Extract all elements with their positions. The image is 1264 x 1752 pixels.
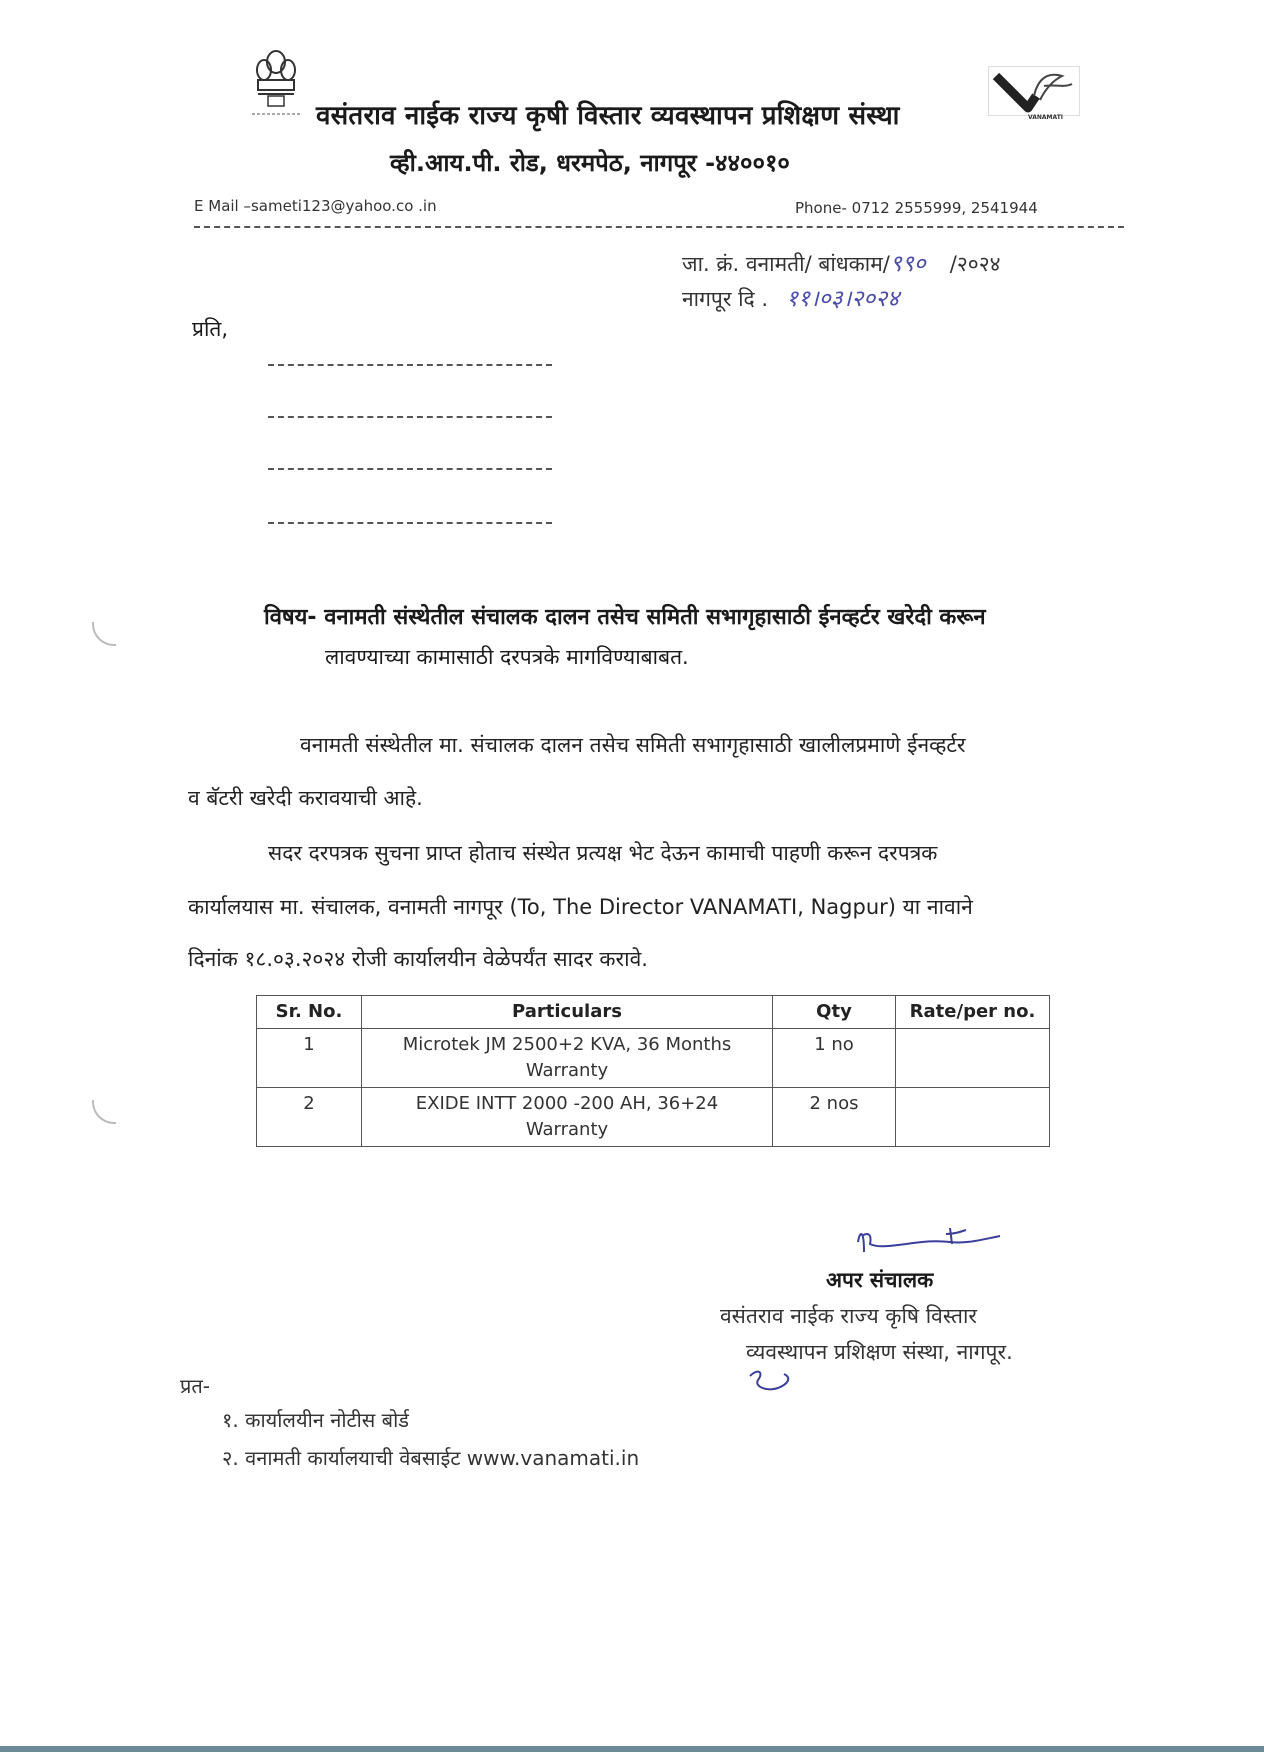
- subject-line: विषय- वनामती संस्थेतील संचालक दालन तसेच समिती सभागृहासाठी ईनव्हर्टर खरेदी करून: [264, 605, 986, 630]
- recipient-line: [268, 364, 552, 366]
- recipient-label: प्रति,: [192, 317, 229, 341]
- body-paragraph-2-cont: कार्यालयास मा. संचालक, वनामती नागपूर (To, The Director VANAMATI, Nagpur) या नावाने: [188, 895, 973, 919]
- signatory-org-cont: व्यवस्थापन प्रशिक्षण संस्था, नागपूर.: [746, 1340, 1013, 1364]
- office-address: व्ही.आय.पी. रोड, धरमपेठ, नागपूर -४४००१०: [390, 149, 790, 177]
- subject-line-continued: लावण्याच्या कामासाठी दरपत्रके मागविण्याबाबत.: [325, 645, 689, 669]
- sr-cell: 1: [257, 1029, 362, 1088]
- recipient-line: [268, 468, 552, 470]
- particulars-cell: [362, 1029, 773, 1088]
- ref-year: /२०२४: [949, 252, 1001, 276]
- particulars-text: EXIDE INTT 2000 -200 AH, 36+24: [415, 1093, 719, 1114]
- scan-edge: [0, 1746, 1264, 1752]
- recipient-line: [268, 522, 552, 524]
- recipient-line: [268, 416, 552, 418]
- body-paragraph-2: सदर दरपत्रक सुचना प्राप्त होताच संस्थेत प्रत्यक्ष भेट देऊन कामाची पाहणी करून दरपत्रक: [268, 841, 938, 865]
- column-header: Particulars: [362, 996, 773, 1029]
- vanamati-logo: [988, 66, 1080, 126]
- letter-date: [682, 281, 899, 313]
- initials-scrawl: [744, 1364, 800, 1394]
- column-header: Rate/per no.: [896, 996, 1050, 1029]
- particulars-text: Microtek JM 2500+2 KVA, 36 Months: [402, 1034, 732, 1055]
- org-name: वसंतराव नाईक राज्य कृषी विस्तार व्यवस्थापन प्रशिक्षण संस्था: [316, 101, 900, 131]
- body-paragraph-1: वनामती संस्थेतील मा. संचालक दालन तसेच समिती सभागृहासाठी खालीलप्रमाणे ईनव्हर्टर: [300, 733, 966, 757]
- table-header-row: [257, 996, 1050, 1029]
- rate-cell: [896, 1029, 1050, 1088]
- qty-cell: 1 no: [773, 1029, 896, 1088]
- particulars-text: Warranty: [525, 1119, 609, 1140]
- particulars-text: Warranty: [525, 1060, 609, 1081]
- sr-cell: 2: [257, 1088, 362, 1147]
- column-header: Qty: [773, 996, 896, 1029]
- signatory-title: अपर संचालक: [826, 1268, 934, 1292]
- particulars-cell: [362, 1088, 773, 1147]
- items-table: [256, 995, 1050, 1147]
- ref-number-handwritten: ९९०: [889, 251, 926, 277]
- ref-prefix: जा. क्रं. वनामती/ बांधकाम/: [682, 252, 890, 276]
- signature-scrawl: [850, 1222, 1010, 1266]
- vanamati-logo-icon: [988, 66, 1080, 116]
- body-paragraph-1-cont: व बॅटरी खरेदी करावयाची आहे.: [188, 786, 423, 810]
- email-address: E Mail –sameti123@yahoo.co .in: [194, 197, 437, 215]
- punch-hole-mark: [92, 622, 116, 646]
- copy-to-label: प्रत-: [180, 1374, 210, 1398]
- logo-text: VANAMATI: [1028, 114, 1064, 121]
- date-prefix: नागपूर दि .: [682, 287, 769, 311]
- body-paragraph-2-cont: दिनांक १८.०३.२०२४ रोजी कार्यालयीन वेळेपर्यंत सादर करावे.: [188, 947, 648, 971]
- reference-number: [682, 246, 1001, 278]
- national-emblem-icon: [246, 48, 306, 120]
- rate-cell: [896, 1088, 1050, 1147]
- date-handwritten: ११।०३।२०२४: [786, 286, 900, 312]
- signatory-org: वसंतराव नाईक राज्य कृषि विस्तार: [720, 1304, 977, 1328]
- copy-item: २. वनामती कार्यालयाची वेबसाईट www.vanamati.in: [222, 1446, 640, 1470]
- punch-hole-mark: [92, 1100, 116, 1124]
- qty-cell: 2 nos: [773, 1088, 896, 1147]
- table-row: [257, 1088, 1050, 1147]
- table-row: [257, 1029, 1050, 1088]
- copy-item: १. कार्यालयीन नोटीस बोर्ड: [222, 1408, 409, 1432]
- header-divider: [194, 226, 1124, 228]
- phone-number: Phone- 0712 2555999, 2541944: [795, 199, 1038, 217]
- column-header: Sr. No.: [257, 996, 362, 1029]
